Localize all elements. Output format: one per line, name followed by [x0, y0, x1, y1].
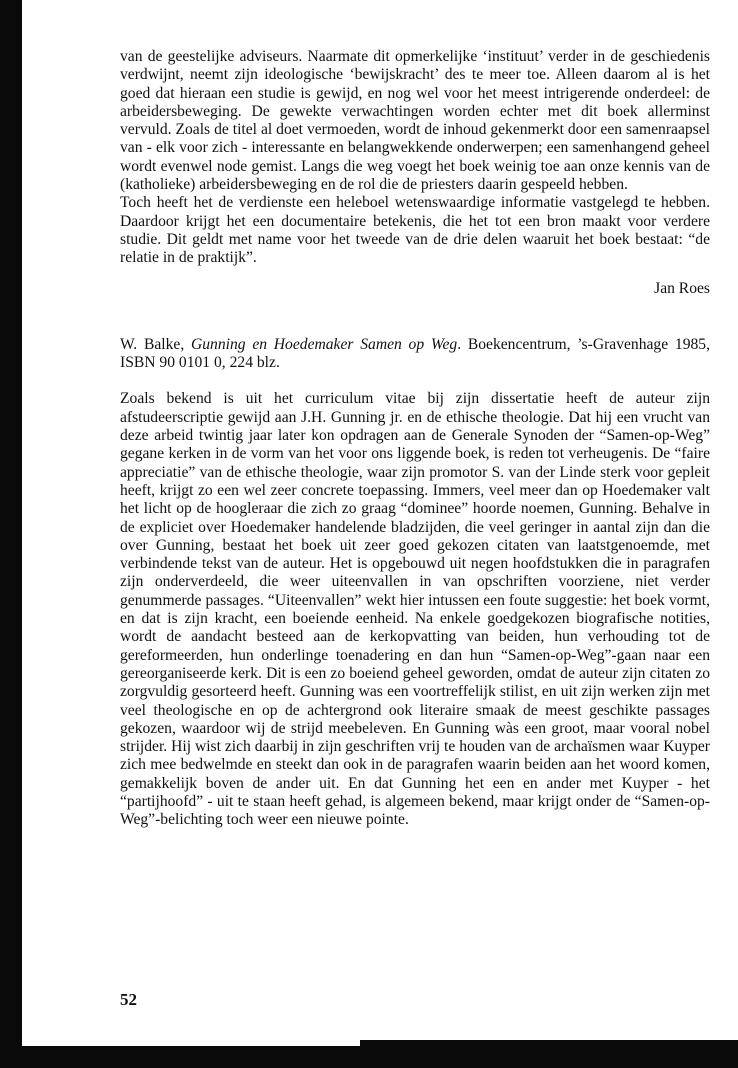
review2-publication: . Boekencentrum, ’s-Gravenhage 1985, ISBN 90 0101 0, 224 blz.	[120, 335, 710, 372]
review1-paragraph-1: van de geestelijke adviseurs. Naarmate dit opmerkelijke ‘instituut’ verder in de geschiedenis verdwijnt, neemt zijn ideologische ‘bewijskracht’ des te meer toe. Alleen daarom al is het goed dat hieraan een studie is gewijd, en nog wel voor het meest intrigerende onderdeel: de arbeidersbeweging. De gewekte verwachtingen worden echter met dit boek allerminst vervuld. Zoals de titel al doet vermoeden, wordt de inhoud gekenmerkt door een samenraapsel van - elk voor zich - interessante en belangwekkende onderwerpen; een samenhangend geheel wordt evenwel node gemist. Langs die weg voegt het boek weinig toe aan onze kennis van de (katholieke) arbeidersbeweging en de rol die de priesters daarin gespeeld hebben.	[120, 48, 710, 194]
review2-citation	[120, 336, 710, 373]
page-text-column	[120, 48, 710, 830]
review2-body: Zoals bekend is uit het curriculum vitae bij zijn dissertatie heeft de auteur zijn afstudeerscriptie gewijd aan J.H. Gunning jr. en de ethische theologie. Dat hij een vrucht van deze arbeid twintig jaar later kon opdragen aan de Generale Synoden der “Samen-op-Weg” gegane kerken in de vorm van het voor ons liggende boek, is reden tot verheugenis. De “faire appreciatie” van de ethische theologie, waar zijn promotor S. van der Linde sterk voor gepleit heeft, krijgt zo een wel zeer concrete toepassing. Immers, veel meer dan op Hoedemaker valt het licht op de hoogleraar die zich zo graag “dominee” hoorde noemen, Gunning. Behalve in de expliciet over Hoedemaker handelende bladzijden, die veel geringer in aantal zijn dan die over Gunning, bestaat het boek uit zeer goed gekozen citaten van laatstgenoemde, met verbindende tekst van de auteur. Het is opgebouwd uit negen hoofdstukken die in paragrafen zijn onderverdeeld, die weer uiteenvallen in van opschriften voorziene, niet verder genummerde passages. “Uiteenvallen” wekt hier intussen een foute suggestie: het boek vormt, en dat is zijn kracht, een boeiende eenheid. Na enkele goedgekozen biografische notities, wordt de aandacht besteed aan de kerkopvatting van beiden, hun verhouding tot de gereformeerden, hun onderlinge toenadering en dan hun “Samen-op-Weg”-gaan naar een gereorganiseerde kerk. Dit is een zo boeiend geheel geworden, omdat de auteur zijn citaten zo zorgvuldig gesorteerd heeft. Gunning was een voortreffelijk stilist, en uit zijn werken zijn met veel theologische en op de achtergrond ook literaire smaak de meest geschikte passages gekozen, waardoor wij de strijd meebeleven. En Gunning wàs een groot, maar vooral nobel strijder. Hij wist zich daarbij in zijn geschriften vrij te houden van de archaïsmen waar Kuyper zich mee bedwelmde en steekt dan ook in de paragrafen waarin beiden aan het woord komen, gemakkelijk boven de ander uit. En dat Gunning het een en ander met Kuyper - het “partijhoofd” - uit te staan heeft gehad, is algemeen bekend, maar krijgt onder de “Samen-op-Weg”-belichting toch weer een nieuwe pointe.	[120, 390, 710, 829]
page-number: 52	[120, 990, 137, 1009]
review1-signature: Jan Roes	[654, 279, 710, 297]
review2-author: W. Balke,	[120, 335, 191, 353]
scan-left-border	[0, 0, 22, 1068]
review2-book-title: Gunning en Hoedemaker Samen op Weg	[190, 335, 458, 353]
review1-paragraph-2: Toch heeft het de verdienste een heleboel wetenswaardige informatie vastgelegd te hebben. Daardoor krijgt het een documentaire betekenis, die het tot een bron maakt voor verdere studie. Dit geldt met name voor het tweede van de drie delen waaruit het boek bestaat: “de relatie in de praktijk”.	[120, 194, 710, 267]
scan-bottom-border	[0, 1046, 738, 1068]
